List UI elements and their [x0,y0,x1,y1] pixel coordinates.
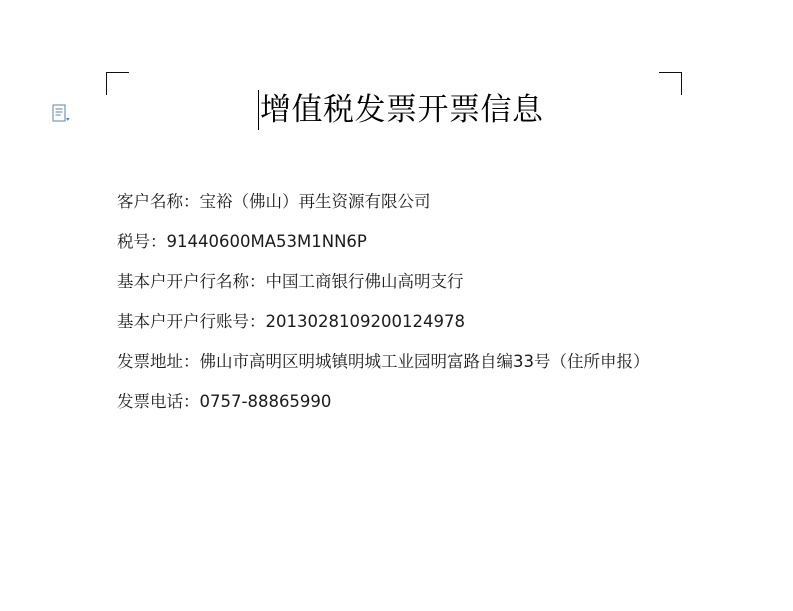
document-page-icon[interactable] [52,104,70,124]
page-title: 增值税发票开票信息 [260,92,544,128]
body-paragraph: 发票地址：佛山市高明区明城镇明城工业园明富路自编33号（住所申报） [117,352,650,371]
crop-mark-top-left [106,72,129,95]
body-paragraph: 基本户开户行账号：2013028109200124978 [117,312,465,331]
document-body [117,182,687,422]
body-paragraph: 发票电话：0757-88865990 [117,392,332,411]
crop-mark-top-right [659,72,682,95]
body-paragraph: 税号：91440600MA53M1NN6P [117,232,367,251]
title-row [258,88,544,132]
body-paragraph: 客户名称：宝裕（佛山）再生资源有限公司 [117,192,431,211]
text-cursor [258,90,259,130]
body-paragraph: 基本户开户行名称：中国工商银行佛山高明支行 [117,272,464,291]
